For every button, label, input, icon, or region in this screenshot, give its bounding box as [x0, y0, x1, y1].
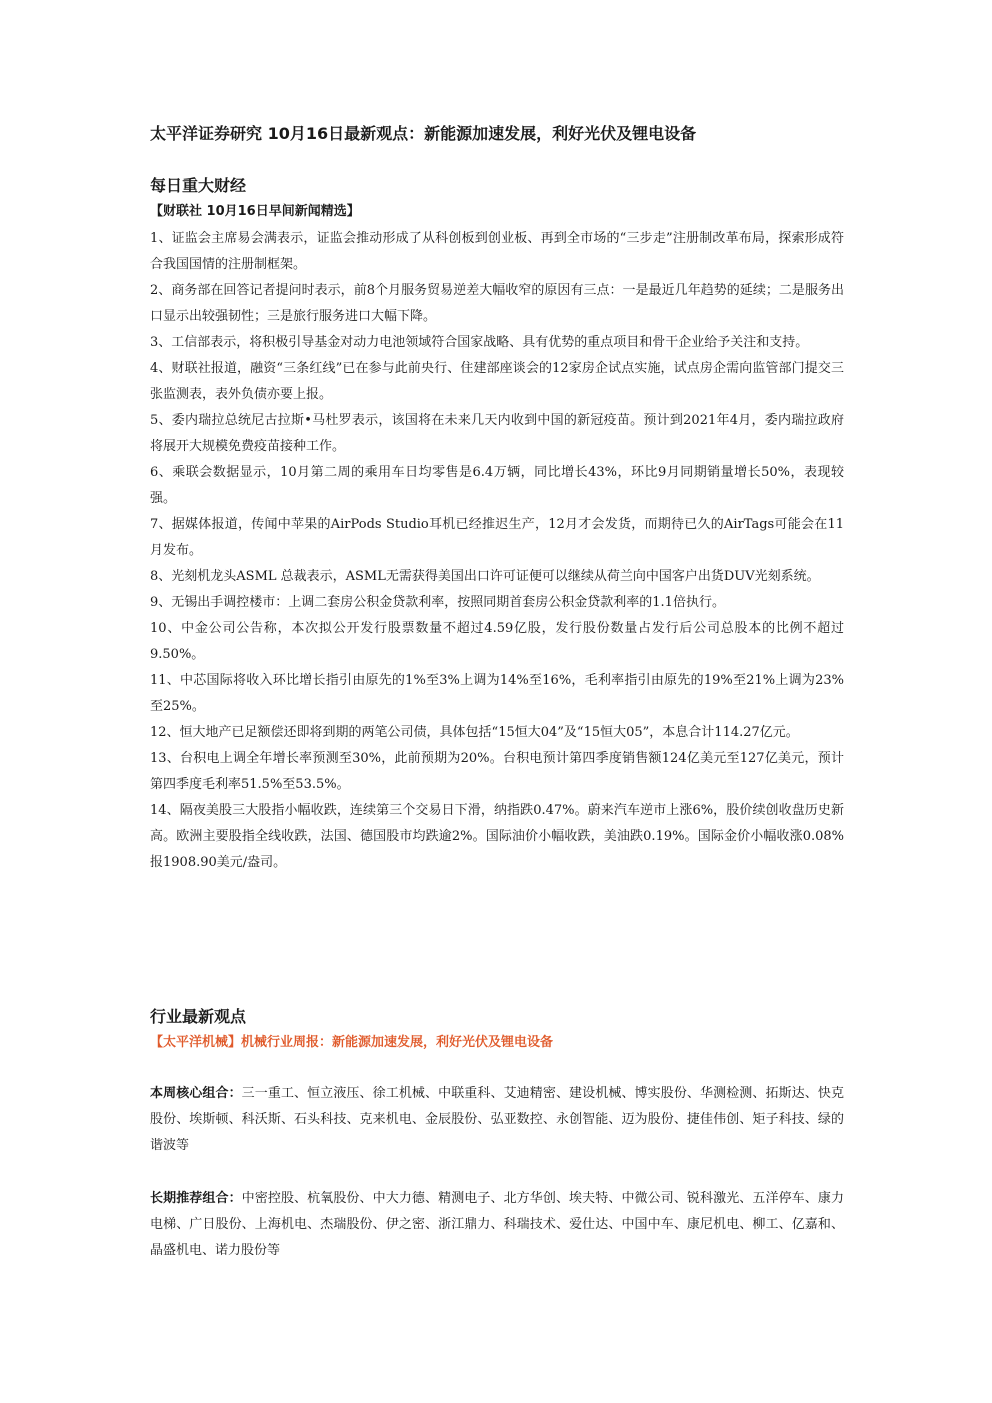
core-portfolio-label: 本周核心组合： — [150, 1086, 242, 1101]
news-item: 12、恒大地产已足额偿还即将到期的两笔公司债，具体包括“15恒大04”及“15恒大05”，本息合计114.27亿元。 — [150, 725, 799, 740]
news-item: 9、无锡出手调控楼市：上调二套房公积金贷款利率，按照同期首套房公积金贷款利率的1.1倍执行。 — [150, 595, 725, 610]
section-heading-industry-views: 行业最新观点 — [150, 1007, 247, 1026]
news-item: 8、光刻机龙头ASML 总裁表示，ASML无需获得美国出口许可证便可以继续从荷兰向中国客户出货DUV光刻系统。 — [150, 569, 820, 584]
news-item: 2、商务部在回答记者提问时表示，前8个月服务贸易逆差大幅收窄的原因有三点：一是最近几年趋势的延续；二是服务出口显示出较强韧性；三是旅行服务进口大幅下降。 — [150, 283, 844, 324]
long-term-portfolio-text: 中密控股、杭氧股份、中大力德、精测电子、北方华创、埃夫特、中微公司、锐科激光、五洋停车、康力电梯、广日股份、上海机电、杰瑞股份、伊之密、浙江鼎力、科瑞技术、爱仕达、中国中车、康尼机电、柳工、亿嘉和、晶盛机电、诺力股份等 — [150, 1191, 844, 1258]
news-source-subheading: 【财联社 10月16日早间新闻精选】 — [150, 204, 360, 219]
long-term-portfolio-label: 长期推荐组合： — [150, 1191, 242, 1206]
report-subheading: 【太平洋机械】机械行业周报：新能源加速发展，利好光伏及锂电设备 — [150, 1035, 554, 1050]
news-item: 14、隔夜美股三大股指小幅收跌，连续第三个交易日下滑，纳指跌0.47%。蔚来汽车逆市上涨6%，股价续创收盘历史新高。欧洲主要股指全线收跌，法国、德国股市均跌逾2%。国际油价小幅收跌，美油跌0.19%。国际金价小幅收涨0.08%报1908.90美元/盎司。 — [150, 803, 844, 870]
news-item: 7、据媒体报道，传闻中苹果的AirPods Studio耳机已经推迟生产，12月才会发货，而期待已久的AirTags可能会在11月发布。 — [150, 517, 844, 558]
news-item: 5、委内瑞拉总统尼古拉斯•马杜罗表示，该国将在未来几天内收到中国的新冠疫苗。预计到2021年4月，委内瑞拉政府将展开大规模免费疫苗接种工作。 — [150, 413, 844, 454]
news-item: 13、台积电上调全年增长率预测至30%，此前预期为20%。台积电预计第四季度销售额124亿美元至127亿美元，预计第四季度毛利率51.5%至53.5%。 — [150, 751, 844, 792]
core-portfolio-paragraph — [150, 1081, 844, 1159]
core-portfolio-text: 三一重工、恒立液压、徐工机械、中联重科、艾迪精密、建设机械、博实股份、华测检测、拓斯达、快克股份、埃斯顿、科沃斯、石头科技、克来机电、金辰股份、弘亚数控、永创智能、迈为股份、捷佳伟创、矩子科技、绿的谐波等 — [150, 1086, 844, 1153]
document-title: 太平洋证券研究 10月16日最新观点：新能源加速发展，利好光伏及锂电设备 — [150, 124, 697, 143]
section-heading-daily-finance: 每日重大财经 — [150, 176, 247, 195]
news-item: 3、工信部表示，将积极引导基金对动力电池领域符合国家战略、具有优势的重点项目和骨干企业给予关注和支持。 — [150, 335, 809, 350]
news-item: 4、财联社报道，融资“三条红线”已在参与此前央行、住建部座谈会的12家房企试点实施，试点房企需向监管部门提交三张监测表，表外负债亦要上报。 — [150, 361, 844, 402]
news-item: 6、乘联会数据显示，10月第二周的乘用车日均零售是6.4万辆，同比增长43%，环比9月同期销量增长50%，表现较强。 — [150, 465, 844, 506]
news-item: 11、中芯国际将收入环比增长指引由原先的1%至3%上调为14%至16%，毛利率指引由原先的19%至21%上调为23%至25%。 — [150, 673, 844, 714]
long-term-portfolio-paragraph — [150, 1186, 844, 1264]
news-item: 1、证监会主席易会满表示，证监会推动形成了从科创板到创业板、再到全市场的“三步走”注册制改革布局，探索形成符合我国国情的注册制框架。 — [150, 231, 844, 272]
news-item: 10、中金公司公告称，本次拟公开发行股票数量不超过4.59亿股，发行股份数量占发行后公司总股本的比例不超过9.50%。 — [150, 621, 844, 662]
news-list — [150, 226, 844, 876]
